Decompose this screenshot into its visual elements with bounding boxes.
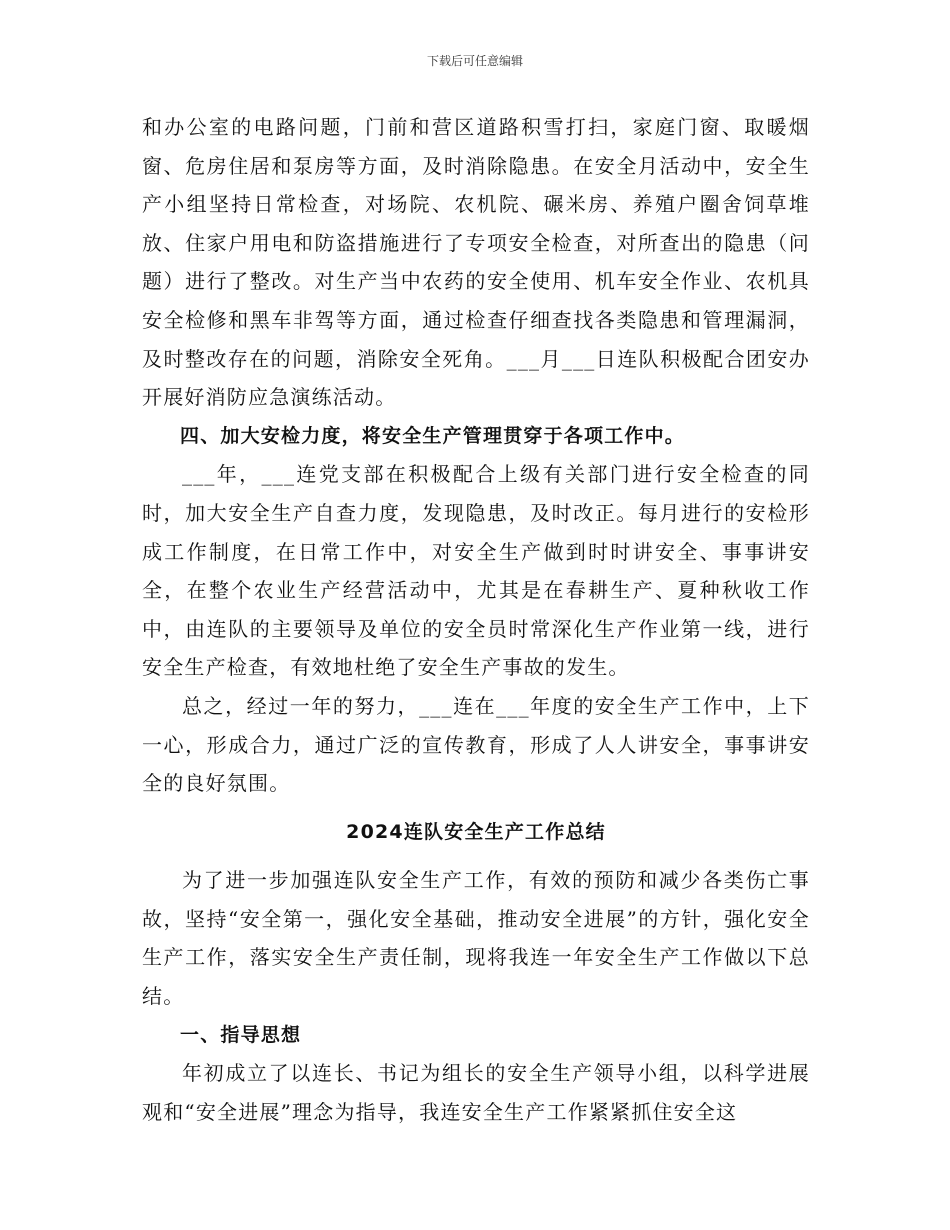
document-title: 2024连队安全生产工作总结 (346, 820, 606, 843)
section-heading: 四、加大安检力度，将安全生产管理贯穿于各项工作中。 (180, 424, 686, 447)
body-paragraph: 和办公室的电路问题，门前和营区道路积雪打扫，家庭门窗、取暖烟窗、危房住居和泵房等方面，及时消除隐患。在安全月活动中，安全生产小组坚持日常检查，对场院、农机院、碾米房、养殖户圈舍饲草堆放、住家户用电和防盗措施进行了专项安全检查，对所查出的隐患（问题）进行了整改。对生产当中农药的安全使用、机车安全作业、农机具安全检修和黑车非驾等方面，通过检查仔细查找各类隐患和管理漏洞，及时整改存在的问题，消除安全死角。___月___日连队积极配合团安办开展好消防应急演练活动。 (142, 115, 810, 410)
body-paragraph: ___年，___连党支部在积极配合上级有关部门进行安全检查的同时，加大安全生产自查力度，发现隐患，及时改正。每月进行的安检形成工作制度，在日常工作中，对安全生产做到时时讲安全、事事讲安全，在整个农业生产经营活动中，尤其是在春耕生产、夏种秋收工作中，由连队的主要领导及单位的安全员时常深化生产作业第一线，进行安全生产检查，有效地杜绝了安全生产事故的发生。 (142, 462, 810, 680)
body-paragraph: 为了进一步加强连队安全生产工作，有效的预防和减少各类伤亡事故，坚持“安全第一，强化安全基础，推动安全进展”的方针，强化安全生产工作，落实安全生产责任制，现将我连一年安全生产工作做以下总结。 (142, 868, 810, 1009)
section-heading: 一、指导思想 (180, 1023, 302, 1046)
body-paragraph: 年初成立了以连长、书记为组长的安全生产领导小组，以科学进展观和“安全进展”理念为指导，我连安全生产工作紧紧抓住安全这 (142, 1061, 810, 1124)
document-body (142, 108, 810, 1131)
body-paragraph: 总之，经过一年的努力，___连在___年度的安全生产工作中，上下一心，形成合力，通过广泛的宣传教育，形成了人人讲安全，事事讲安全的良好氛围。 (142, 693, 810, 796)
page-header: 下载后可任意编辑 (426, 54, 523, 68)
